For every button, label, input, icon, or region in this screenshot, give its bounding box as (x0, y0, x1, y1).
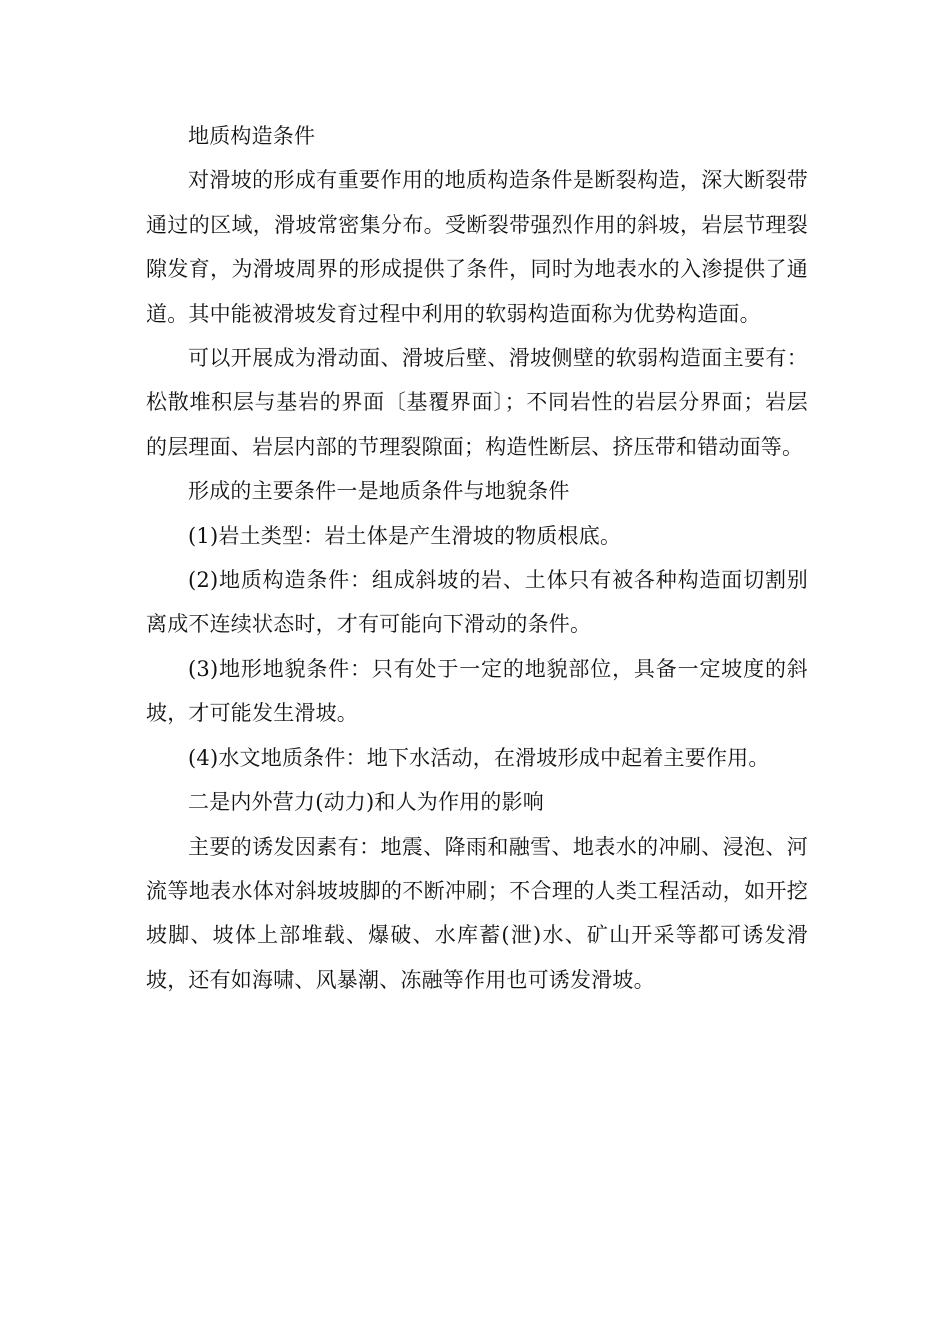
paragraph-heading-geologic-structure: 地质构造条件 (188, 124, 316, 148)
paragraph-hydrogeologic-condition: (4)水文地质条件：地下水活动，在滑坡形成中起着主要作用。 (188, 745, 770, 770)
paragraph-main-conditions-one: 形成的主要条件一是地质条件与地貌条件 (188, 479, 570, 504)
paragraph-triggering-factors: 主要的诱发因素有：地震、降雨和融雪、地表水的冲刷、浸泡、河流等地表水体对斜坡坡脚的不断冲刷；不合理的人类工程活动，如开挖坡脚、坡体上部堆载、爆破、水库蓄(泄)水、矿山开采等都可诱发滑坡，还有如海啸、风暴潮、冻融等作用也可诱发滑坡。 (146, 834, 808, 992)
paragraph-landform-condition: (3)地形地貌条件：只有处于一定的地貌部位，具备一定坡度的斜坡，才可能发生滑坡。 (146, 656, 808, 726)
paragraph-main-conditions-two: 二是内外营力(动力)和人为作用的影响 (188, 790, 544, 815)
paragraph-fault-structure: 对滑坡的形成有重要作用的地质构造条件是断裂构造，深大断裂带通过的区域，滑坡常密集分布。受断裂带强烈作用的斜坡，岩层节理裂隙发育，为滑坡周界的形成提供了条件，同时为地表水的入渗提供了通道。其中能被滑坡发育过程中利用的软弱构造面称为优势构造面。 (146, 168, 808, 326)
document-page (146, 114, 808, 1002)
paragraph-rock-soil-type: (1)岩土类型：岩土体是产生滑坡的物质根底。 (188, 523, 622, 548)
paragraph-geologic-structure-condition: (2)地质构造条件：组成斜坡的岩、土体只有被各种构造面切割别离成不连续状态时，才有可能向下滑动的条件。 (146, 568, 808, 637)
paragraph-weak-structural-planes: 可以开展成为滑动面、滑坡后壁、滑坡侧壁的软弱构造面主要有：松散堆积层与基岩的界面〔基覆界面〕；不同岩性的岩层分界面；岩层的层理面、岩层内部的节理裂隙面；构造性断层、挤压带和错动面等。 (146, 346, 808, 459)
